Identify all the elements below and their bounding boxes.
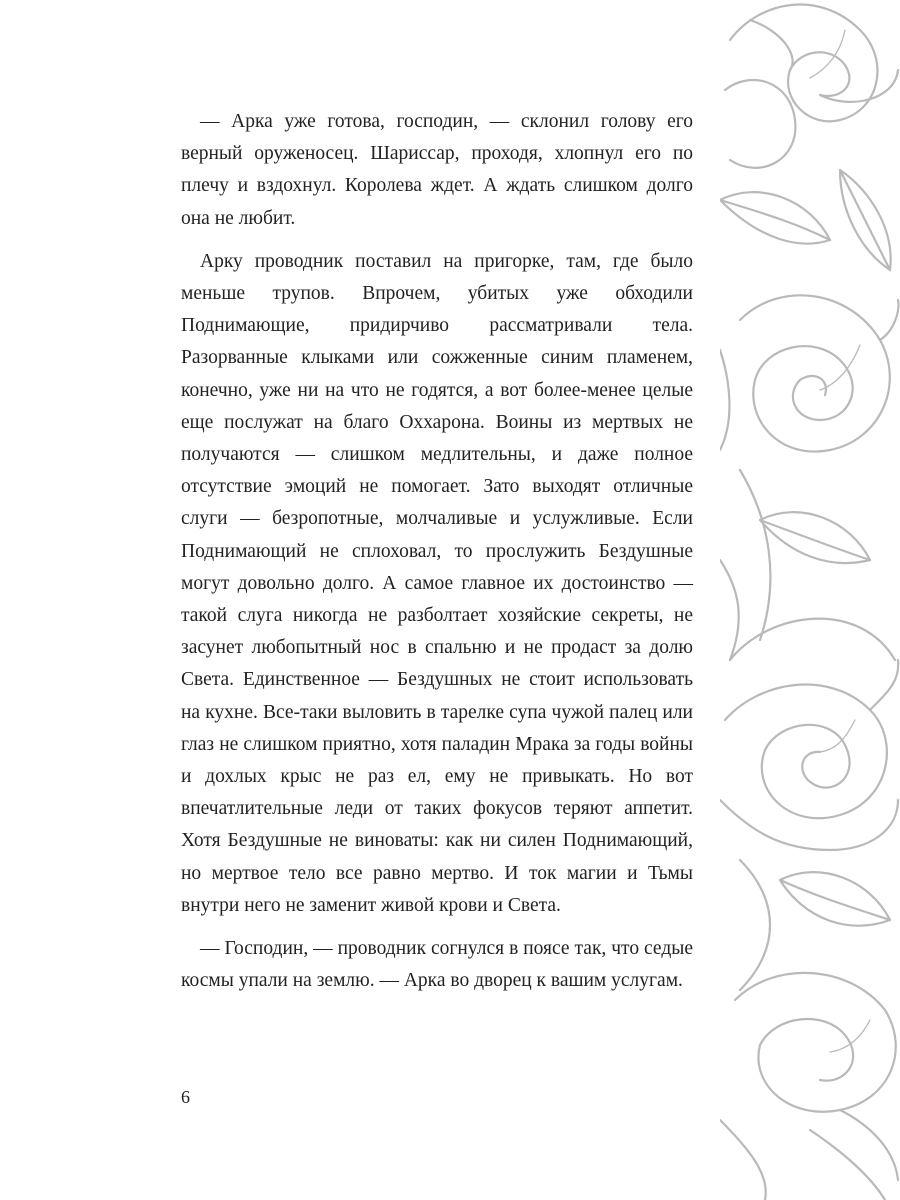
paragraph-1: — Арка уже готова, господин, — склонил голову его верный оруженосец. Шариссар, проходя, хлопнул его по плечу и вздохнул. Королева ждет. А ждать слишком долго она не любит. xyxy=(181,111,693,229)
body-text xyxy=(181,106,693,997)
paragraph-2: Арку проводник поставил на пригорке, там, где было меньше трупов. Впрочем, убитых уже обходили Поднимающие, придирчиво рассматривали тела. Разорванные клыками или сожженные синим пламенем, конечно, уже ни на что не годятся, а вот более-менее целые еще послужат на благо Оххарона. Воины из мертвых не получаются — слишком медлительны, и даже полное отсутствие эмоций не помогает. Зато выходят отличные слуги — безропотные, молчаливые и услужливые. Если Поднимающий не сплоховал, то прослужить Бездушные могут довольно долго. А самое главное их достоинство — такой слуга никогда не разболтает хозяйские секреты, не засунет любопытный нос в спальню и не продаст за долю Света. Единственное — Бездушных не стоит использовать на кухне. Все-таки выловить в тарелке супа чужой палец или глаз не слишком приятно, хотя паладин Мрака за годы войны и дохлых крыс не раз ел, ему не привыкать. Но вот впечатлительные леди от таких фокусов теряют аппетит. Хотя Бездушные не виноваты: как ни силен Поднимающий, но мертвое тело все равно мертво. И ток магии и Тьмы внутри него не заменит живой крови и Света. xyxy=(181,250,693,916)
floral-border-icon xyxy=(720,0,900,1200)
page-number: 6 xyxy=(181,1087,190,1107)
paragraph-3: — Господин, — проводник согнулся в поясе так, что седые космы упали на землю. — Арка во дворец к вашим услугам. xyxy=(181,938,693,992)
